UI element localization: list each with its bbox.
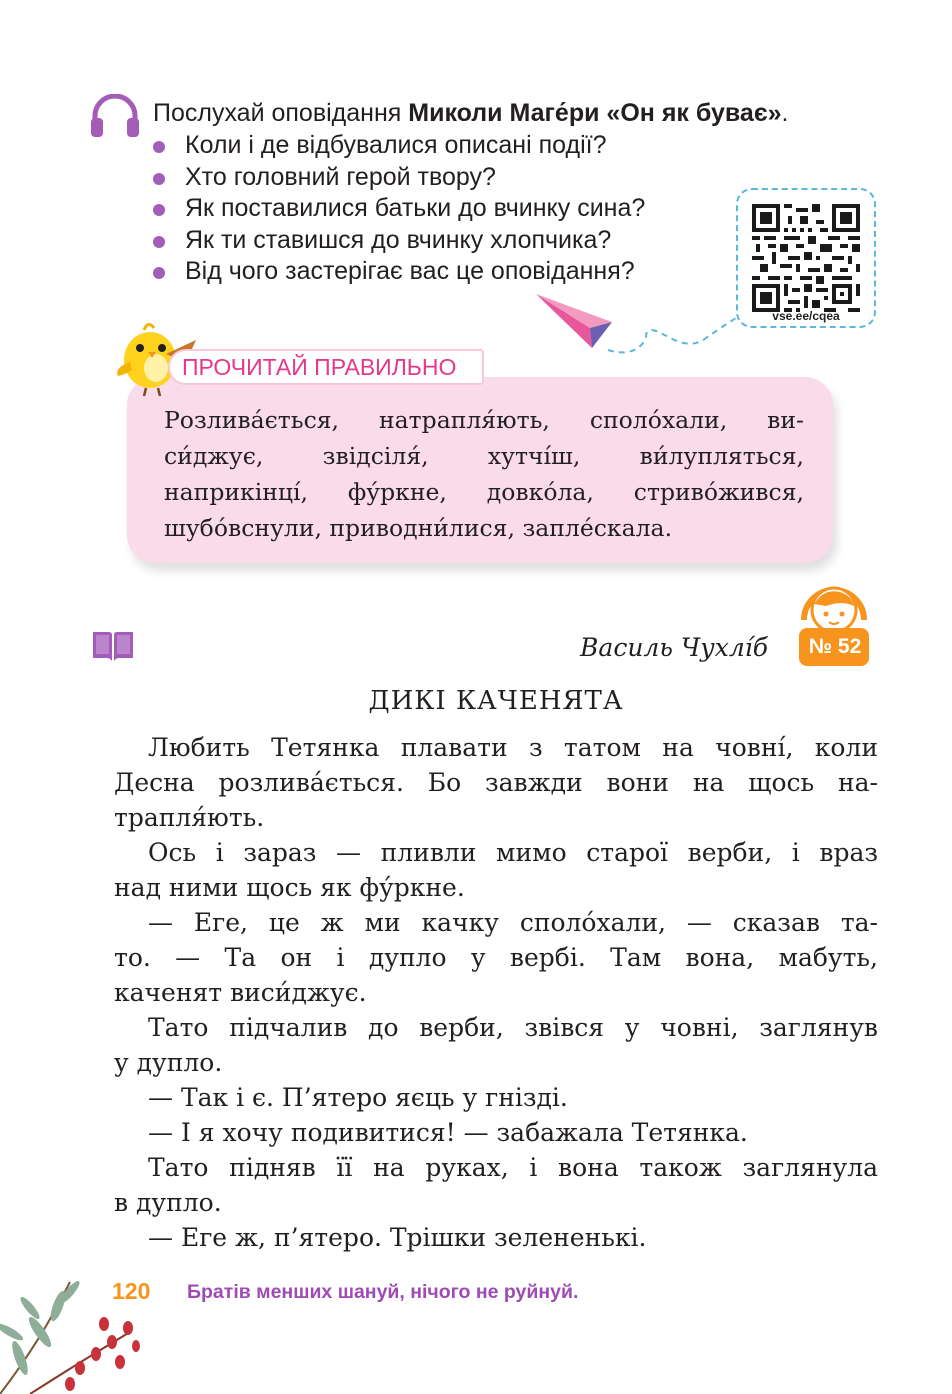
story-text (114, 730, 878, 1255)
bullet-icon (153, 267, 165, 279)
story-line: Ось і зараз — пливли мимо старої верби, і враз (148, 838, 878, 867)
list-item (153, 130, 645, 162)
list-item (153, 256, 645, 288)
story-title: ДИКІ КАЧЕНЯТА (368, 686, 624, 716)
question-list (153, 130, 645, 288)
question-text: Від чого застерігає вас це оповідання? (185, 257, 635, 285)
story-line: — Так і є. П’ятеро яєць у гнізді. (148, 1083, 568, 1112)
bullet-icon (153, 173, 165, 185)
story-author: Василь Чухлі́б (580, 633, 768, 662)
question-text: Як поставилися батьки до вчинку сина? (185, 194, 646, 222)
qr-link[interactable]: vse.ee/cqea (772, 309, 840, 323)
question-text: Коли і де відбувалися описані події? (185, 131, 607, 159)
page-proverb: Братів менших шануй, нічого не руйнуй. (187, 1281, 579, 1303)
story-line: каченят виси́джує. (114, 978, 367, 1007)
question-text: Як ти ставишся до вчинку хлопчика? (185, 225, 612, 254)
paper-plane-icon (530, 288, 770, 368)
headphones-icon (90, 94, 140, 138)
story-line: над ними щось як фу́ркне. (114, 873, 465, 902)
story-line: — Еге, це ж ми качку споло́хали, — сказав та- (148, 908, 878, 937)
intro-story-title: Миколи Маге́ри «Он як буває» (408, 99, 782, 127)
list-item (153, 225, 645, 257)
story-line: Десна розлива́ється. Бо завжди вони на щось на- (114, 768, 878, 797)
story-line: Любить Тетянка плавати з татом на човні́, коли (148, 733, 878, 762)
word-line: наприкінці́, фу́ркне, довко́ла, стриво́жився, (164, 478, 804, 506)
bullet-icon (153, 236, 165, 248)
listening-intro (153, 98, 789, 128)
word-line: шубо́вснули, приводни́лися, запле́скала. (164, 514, 673, 542)
word-line: си́джує, звідсіля́, хутчі́ш, ви́лупляться, (164, 442, 804, 470)
list-item (153, 162, 645, 194)
intro-prefix: Послухай оповідання (153, 99, 409, 127)
read-correctly-title: ПРОЧИТАЙ ПРАВИЛЬНО (168, 349, 484, 385)
story-line: — І я хочу подивитися! — забажала Тетянка. (148, 1118, 748, 1147)
story-line: Тато підчалив до верби, звівся у човні, заглянув (148, 1013, 878, 1042)
question-text: Хто головний герой твору? (185, 162, 496, 191)
story-line: Тато підняв її на руках, і вона також заглянула (148, 1153, 878, 1182)
book-icon (91, 628, 135, 664)
story-line: в дупло. (114, 1188, 222, 1217)
list-item (153, 193, 645, 225)
story-line: — Еге ж, п’ятеро. Трішки зелененькі. (148, 1223, 647, 1252)
intro-suffix: . (781, 99, 789, 127)
page-number: 120 (112, 1278, 151, 1304)
bullet-icon (153, 141, 165, 153)
story-line: у дупло. (114, 1048, 223, 1077)
qr-code-icon[interactable] (752, 204, 860, 312)
audio-number-badge[interactable]: № 52 (808, 635, 862, 658)
story-line: то. — Та он і дупло у вербі. Там вона, мабуть, (114, 943, 878, 972)
bullet-icon (153, 204, 165, 216)
word-line: Розлива́ється, натрапля́ють, споло́хали, ви- (164, 406, 804, 434)
story-line: трапля́ють. (114, 803, 265, 832)
read-correctly-words (164, 402, 804, 546)
